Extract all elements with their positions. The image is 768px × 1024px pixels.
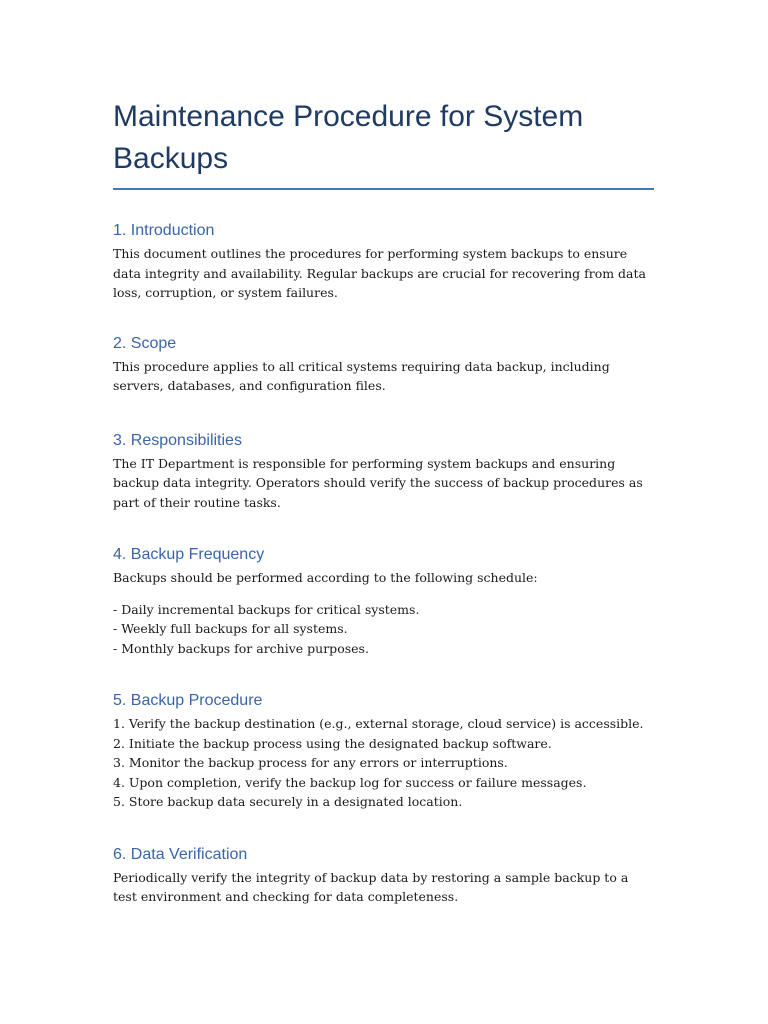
section-text: Backups should be performed according to the following schedule: [113, 570, 538, 585]
section-scope [113, 334, 654, 396]
section-heading: 4. Backup Frequency [113, 546, 265, 563]
section-heading: 5. Backup Procedure [113, 692, 263, 709]
section-heading: 2. Scope [113, 334, 177, 352]
document-title: Maintenance Procedure for System Backups [113, 100, 584, 175]
procedure-steps [113, 714, 654, 812]
section-data-verification [113, 845, 654, 907]
list-item: - Daily incremental backups for critical systems. [113, 601, 420, 617]
list-item: 4. Upon completion, verify the backup log for success or failure messages. [113, 774, 587, 790]
section-heading: 1. Introduction [113, 222, 215, 239]
list-item: 1. Verify the backup destination (e.g., external storage, cloud service) is accessible. [113, 716, 644, 731]
section-backup-frequency [113, 545, 654, 658]
schedule-list [113, 600, 654, 659]
list-item: - Weekly full backups for all systems. [113, 621, 348, 636]
section-heading: 6. Data Verification [113, 845, 248, 863]
list-item: - Monthly backups for archive purposes. [113, 640, 369, 656]
section-text: The IT Department is responsible for performing system backups and ensuring backup data integrity. Operators should verify the success of backup procedures as part of their routine tasks. [113, 455, 643, 510]
list-item: 2. Initiate the backup process using the designated backup software. [113, 735, 552, 751]
section-text: Periodically verify the integrity of backup data by restoring a sample backup to a test environment and checking for data completeness. [113, 869, 629, 904]
document-page [113, 96, 654, 907]
title-divider [113, 188, 654, 190]
section-responsibilities [113, 431, 654, 513]
section-introduction [113, 221, 654, 303]
section-backup-procedure [113, 691, 654, 812]
section-text: This procedure applies to all critical systems requiring data backup, including servers, databases, and configuration files. [113, 358, 610, 393]
section-text: This document outlines the procedures for performing system backups to ensure data integrity and availability. Regular backups are crucial for recovering from data loss, corruption, or system failures. [113, 246, 646, 300]
list-item: 5. Store backup data securely in a designated location. [113, 794, 463, 809]
list-item: 3. Monitor the backup process for any errors or interruptions. [113, 755, 508, 770]
section-heading: 3. Responsibilities [113, 431, 242, 449]
